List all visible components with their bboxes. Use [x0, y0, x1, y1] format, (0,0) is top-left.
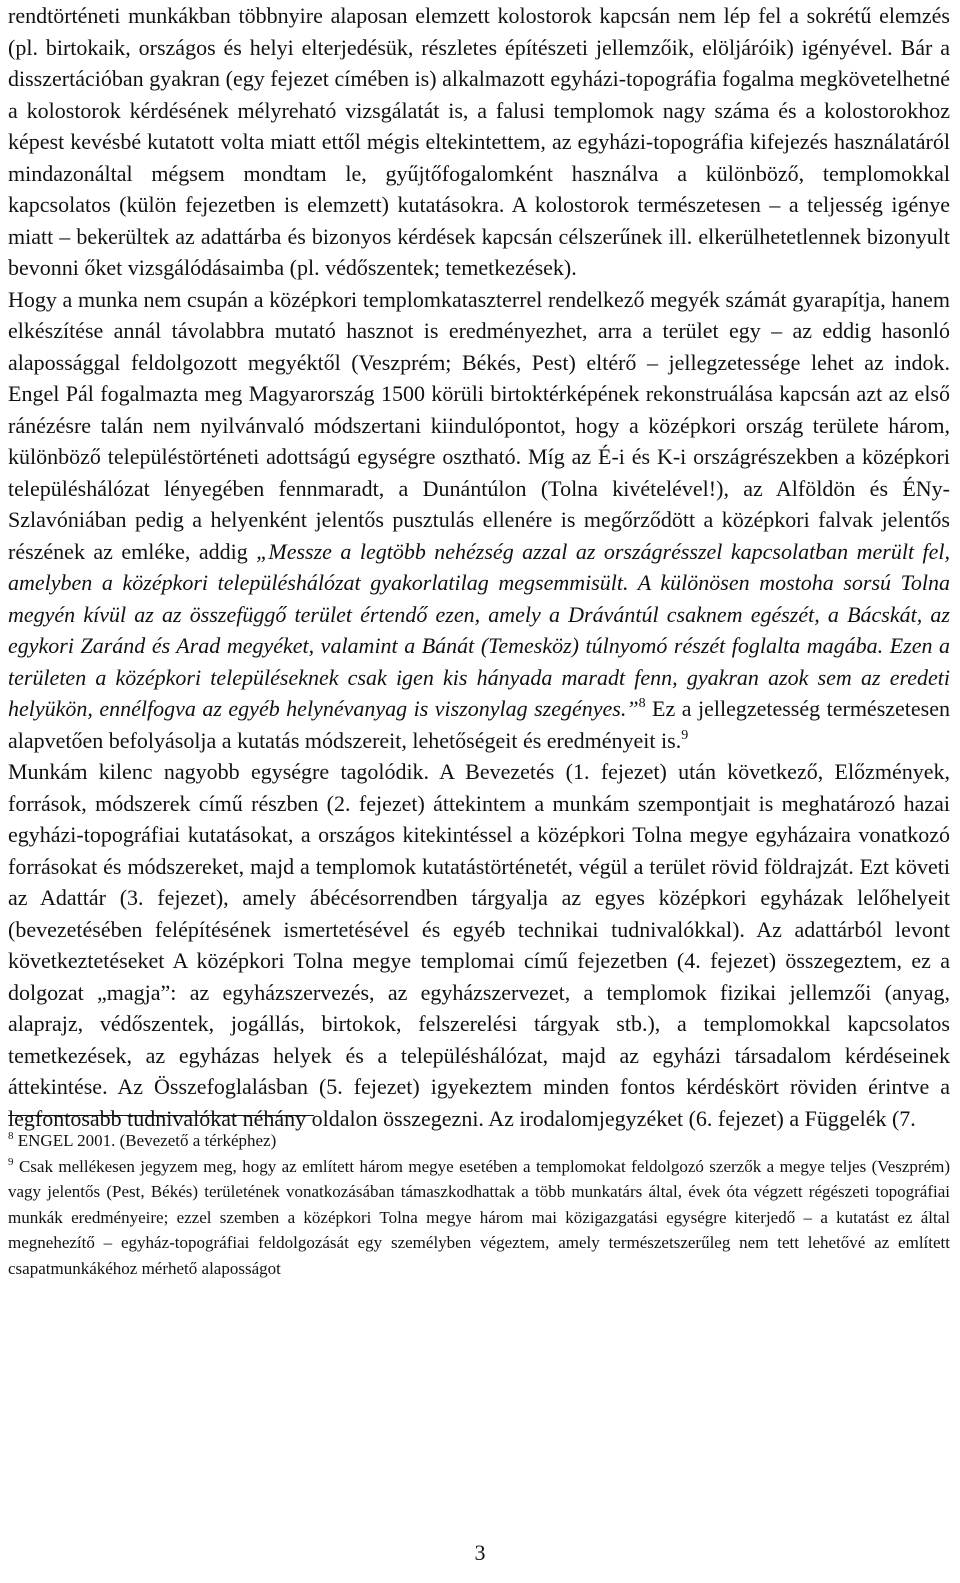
footnote-ref-8[interactable]: 8	[638, 696, 646, 711]
footnote-number: 9	[8, 1155, 14, 1168]
footnote-ref-9[interactable]: 9	[681, 727, 689, 743]
footnote-text: ENGEL 2001. (Bevezető a térképhez)	[17, 1131, 277, 1150]
footnote-9	[8, 1154, 950, 1282]
footnote-separator	[8, 1115, 314, 1116]
document-page	[8, 0, 950, 1134]
engel-quote: „Messze a legtöbb nehézség azzal az országrésszel kapcsolatban merült fel, amelyben a középkori településhálózat gyakorlatilag megsemmisült. A különösen mostoha sorsú Tolna megyén kívül az az összefüggő terület értendő ezen, amely a Drávántúl csaknem egészét, a Bácskát, az egykori Zaránd és Arad megyéket, valamint a Bánát (Temesköz) túlnyomó részét foglalta magába. Ezen a területen a középkori településeknek csak igen kis hányada maradt fenn, gyakran azok sem az eredeti helyükön, ennélfogva az egyéb helynévanyag is viszonylag szegényes.”	[8, 538, 951, 721]
paragraph-2-conclusion: Ez a jellegzetesség természetesen alapvetően befolyásolja a kutatás módszereit, lehetőségeit és eredményeit is.	[8, 696, 950, 753]
page-number: 3	[474, 1540, 486, 1565]
footnotes	[8, 1128, 950, 1281]
paragraph-1: rendtörténeti munkákban többnyire alaposan elemzett kolostorok kapcsán nem lép fel a sokrétű elemzés (pl. birtokaik, országos és helyi elterjedésük, részletes építészeti jellemzőik, elöljáróik) igényével. Bár a disszertációban gyakran (egy fejezet címében is) alkalmazott egyházi-topográfia fogalma megkövetelhetné a kolostorok kérdésének mélyreható vizsgálatát is, a falusi templomok nagy száma és a kolostorokhoz képest kevésbé kutatott volta miatt ettől mégis eltekintettem, az egyházi-topográfia kifejezés használatáról mindazonáltal mégsem mondtam le, gyűjtőfogalomként használva a különböző, templomokkal kapcsolatos (külön fejezetben is elemzett) kutatásokra. A kolostorok természetesen – a teljesség igénye miatt – bekerültek az adattárba és bizonyos kérdések kapcsán célszerűnek ill. elkerülhetetlennek bizonyult bevonni őket vizsgálódásaimba (pl. védőszentek; temetkezések).	[8, 3, 950, 280]
paragraph-2-intro: Hogy a munka nem csupán a középkori templomkataszterrel rendelkező megyék számát gyarapítja, hanem elkészítése annál távolabbra mutató hasznot is eredményezhet, arra a terület egy – az eddig hasonló alapossággal feldolgozott megyéktől (Veszprém; Békés, Pest) eltérő – jellegzetessége lehet az indok. Engel Pál fogalmazta meg Magyarország 1500 körüli birtoktérképének rekonstruálása kapcsán azt az első ránézésre talán nem nyilvánvaló módszertani kiindulópontot, hogy a középkori ország területe három, különböző településtörténeti adottságú egységre osztható. Míg az É-i és K-i országrészekben a középkori településhálózat lényegében fennmaradt, a Dunántúlon (Tolna kivételével!), az Alföldön és ÉNy-Szlavóniában pedig a helyenként jelentős pusztulás ellenére is megőrződött a középkori falvak jelentős részének az emléke, addig	[8, 286, 950, 564]
paragraph-2	[8, 284, 950, 757]
main-text	[8, 0, 950, 1134]
footnote-number: 8	[8, 1130, 14, 1142]
paragraph-3: Munkám kilenc nagyobb egységre tagolódik. A Bevezetés (1. fejezet) után következő, Előzmények, források, módszerek című részben (2. fejezet) áttekintem a munkám szempontjait is meghatározó hazai egyházi-topográfiai kutatásokat, a országos kitekintéssel a középkori Tolna megye egyházaira vonatkozó forrásokat és módszereket, majd a templomok kutatástörténetét, végül a terület rövid földrajzát. Ezt követi az Adattár (3. fejezet), amely ábécésorrendben tárgyalja az egyes középkori egyházak lelőhelyeit (bevezetésében felépítésének ismertetésével és egyéb technikai tudnivalókkal). Az adattárból levont következtetéseket A középkori Tolna megye templomai című fejezetben (4. fejezet) összegeztem, ez a dolgozat „magja”: az egyházszervezés, az egyházszervezet, a templomok fizikai jellemzői (anyag, alaprajz, védőszentek, jogállás, birtokok, felszerelési tárgyak stb.), a templomokkal kapcsolatos temetkezések, az egyházas helyek és a településhálózat, majd az egyházi társadalom kérdéseinek áttekintése. Az Összefoglalásban (5. fejezet) igyekeztem minden fontos kérdéskört röviden érintve a legfontosabb tudnivalókat néhány oldalon összegezni. Az irodalomjegyzéket (6. fejezet) a Függelék (7.	[8, 759, 950, 1131]
footnote-8	[8, 1128, 950, 1154]
footnote-text: Csak mellékesen jegyzem meg, hogy az említett három megye esetében a templomokat feldolgozó szerzők a megye teljes (Veszprém) vagy jelentős (Pest, Békés) területének vonatkozásában támaszkodhattak a több munkatárs által, évek óta végzett régészeti topográfiai munkák eredményeire; ezzel szemben a középkori Tolna megye három mai közigazgatási egységre kiterjedő – a kutatást ez által megnehezítő – egyház-topográfiai feldolgozását egy személyben végeztem, amely természetszerűleg nem tett lehetővé az említett csapatmunkákéhoz mérhető alaposságot	[8, 1156, 951, 1278]
